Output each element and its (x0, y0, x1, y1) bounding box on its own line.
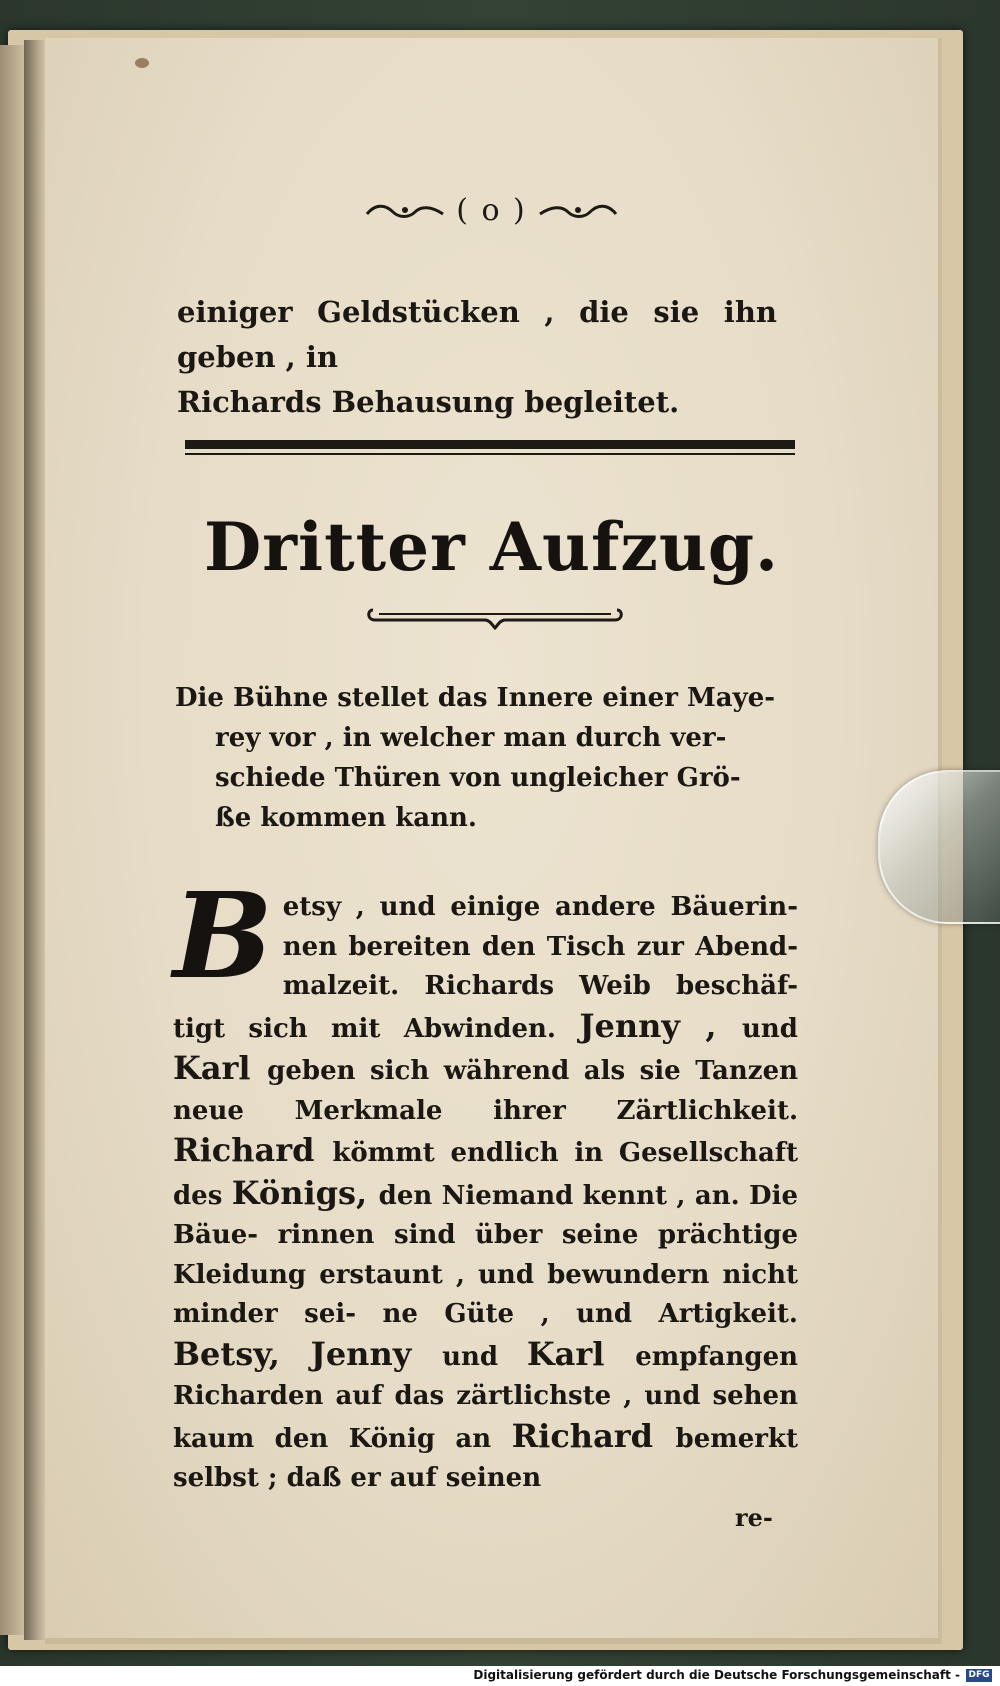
text-line: geben sich während als sie Tanzen (267, 1056, 799, 1086)
continued-text (177, 290, 777, 425)
digitization-footer (0, 1666, 1000, 1686)
drop-cap: B (173, 866, 273, 1005)
text-line: empfangen Richarden auf das (173, 1341, 799, 1411)
character-name: Richard (511, 1416, 676, 1455)
page-number: ( o ) (456, 193, 527, 228)
heading-flourish-icon (365, 600, 625, 634)
text-line: Richards Behausung begleitet. (177, 385, 680, 419)
stage-line: ße kommen kann. (215, 803, 477, 833)
character-name: Karl (526, 1334, 636, 1373)
text-line: und (742, 1013, 798, 1044)
text-line: tigt sich mit Abwinden. (173, 1013, 580, 1044)
text-line: den Niemand kennt , an. Die Bäue- (173, 1180, 799, 1250)
running-head (45, 193, 938, 230)
book-page (45, 38, 942, 1644)
catchword: re- (735, 1503, 773, 1532)
text-line: ne Güte , und Artigkeit. (382, 1299, 798, 1329)
character-name: Königs, (231, 1173, 379, 1212)
section-rule-thin (185, 453, 795, 455)
character-name: Betsy, Jenny (173, 1334, 443, 1373)
character-name: Jenny , (579, 1006, 742, 1045)
text-line: rinnen sind über seine prächtige Kleidung (173, 1220, 798, 1290)
stage-line: rey vor , in welcher man durch ver- (215, 723, 727, 753)
scene-description (173, 866, 799, 1499)
text-line: und (442, 1341, 527, 1372)
footer-credit: Digitalisierung gefördert durch die Deutsche Forschungsgemeinschaft - (473, 1668, 960, 1682)
text-line: kömmt endlich in Gesellschaft des (173, 1138, 799, 1211)
section-rule-thick (185, 440, 795, 449)
stage-line: Die Bühne stellet das Innere einer Maye- (175, 683, 776, 713)
act-heading: Dritter Aufzug. (204, 508, 779, 586)
left-page-edge (0, 45, 24, 1635)
character-name: Richard (173, 1131, 333, 1169)
character-name: Karl (173, 1049, 268, 1087)
stage-line: schiede Thüren von ungleicher Grö- (215, 763, 741, 793)
text-line: erstaunt , und bewundern nicht minder sei- (173, 1259, 798, 1329)
dfg-logo-icon: DFG (966, 1669, 992, 1682)
text-line: nen bereiten den Tisch zur Abend- (282, 931, 798, 962)
ink-stain (135, 58, 149, 68)
text-line: neue Merkmale ihrer Zärtlichkeit. (173, 1095, 798, 1126)
stage-direction (175, 678, 795, 838)
text-line: malzeit. Richards Weib beschäf- (282, 971, 798, 1001)
text-line: einiger Geldstücken , die sie ihn geben , in (177, 295, 777, 374)
text-line: etsy , und einige andere Bäuerin- (282, 892, 798, 922)
page-clip (878, 770, 1000, 924)
right-ornament-icon (538, 195, 618, 230)
left-ornament-icon (365, 195, 445, 230)
text-line: zärtlichste , und sehen kaum den König an (173, 1381, 798, 1454)
text-line: bemerkt selbst ; daß er auf seinen (173, 1423, 799, 1493)
